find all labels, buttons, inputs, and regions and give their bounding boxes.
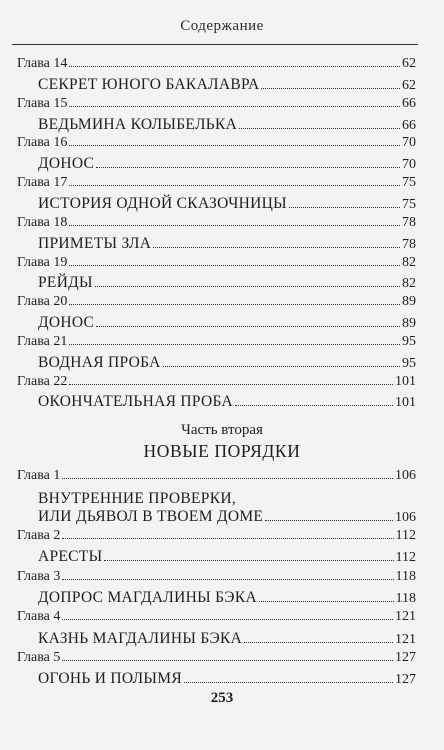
chapter-label: Глава 19 [17, 254, 68, 270]
page-ref: 95 [402, 333, 416, 349]
leader-dots [96, 167, 400, 168]
chapter-label: Глава 21 [17, 333, 68, 349]
chapter-label: Глава 18 [17, 214, 68, 230]
page-ref: 75 [402, 175, 416, 191]
page-ref: 121 [395, 609, 416, 625]
page-ref: 127 [395, 649, 416, 665]
page-ref: 78 [402, 214, 416, 230]
toc-chapter-row [17, 334, 416, 354]
leader-dots [62, 579, 393, 580]
part-title: НОВЫЕ ПОРЯДКИ [143, 441, 301, 461]
page-ref: 112 [395, 550, 416, 566]
chapter-title: РЕЙДЫ [38, 274, 93, 292]
leader-dots [261, 88, 400, 89]
page-ref: 70 [402, 157, 416, 173]
chapter-title-line-2: ИЛИ ДЬЯВОЛ В ТВОЕМ ДОМЕ [38, 508, 264, 525]
leader-dots [265, 520, 393, 521]
page-ref: 70 [402, 135, 416, 151]
toc-chapter-row [17, 294, 416, 314]
page-ref: 101 [395, 395, 416, 411]
toc-chapter-row [17, 175, 416, 195]
page-ref: 62 [402, 77, 416, 93]
chapter-label: Глава 1 [17, 468, 61, 483]
leader-dots [69, 106, 400, 107]
page-ref: 127 [395, 672, 416, 688]
toc-title-row [38, 354, 416, 374]
page-ref: 89 [402, 316, 416, 332]
leader-dots [62, 660, 393, 661]
leader-dots [153, 247, 400, 248]
chapter-title: ДОПРОС МАГДАЛИНЫ БЭКА [38, 588, 257, 606]
leader-dots [104, 560, 393, 561]
leader-dots [95, 286, 400, 287]
toc-chapter-row [17, 255, 416, 275]
chapter-title: КАЗНЬ МАГДАЛИНЫ БЭКА [38, 629, 243, 647]
chapter-title-line-1: ВНУТРЕННИЕ ПРОВЕРКИ, [38, 490, 237, 507]
chapter-label: Глава 15 [17, 95, 68, 111]
toc-title-row [38, 274, 416, 294]
chapter-label: Глава 3 [17, 568, 61, 584]
toc-title-row [38, 195, 416, 215]
leader-dots [244, 642, 393, 643]
chapter-title: ПРИМЕТЫ ЗЛА [38, 234, 152, 252]
leader-dots [69, 185, 400, 186]
toc-title-row [38, 116, 416, 136]
toc-chapter-row [17, 650, 416, 670]
leader-dots [69, 304, 400, 305]
page-ref: 82 [402, 276, 416, 292]
leader-dots [62, 538, 393, 539]
leader-dots [69, 66, 400, 67]
page-ref: 112 [395, 528, 416, 543]
chapter-label: Глава 17 [17, 175, 68, 191]
leader-dots [62, 619, 393, 620]
page-ref: 89 [402, 294, 416, 310]
chapter-title: СЕКРЕТ ЮНОГО БАКАЛАВРА [38, 75, 260, 93]
leader-dots [259, 601, 394, 602]
page-ref: 118 [395, 568, 416, 584]
leader-dots [69, 344, 400, 345]
page-number: 253 [210, 690, 234, 706]
chapter-title: ДОНОС [38, 155, 95, 173]
toc-title-row [38, 314, 416, 334]
page-ref: 106 [395, 510, 416, 525]
chapter-label: Глава 4 [17, 609, 61, 625]
chapter-title: ВОДНАЯ ПРОБА [38, 353, 161, 371]
page-ref: 121 [395, 631, 416, 647]
toc-title-row [38, 508, 416, 528]
toc-chapter-row [17, 215, 416, 235]
chapter-title: АРЕСТЫ [38, 548, 103, 566]
toc-chapter-row [17, 609, 416, 629]
chapter-label: Глава 5 [17, 649, 61, 665]
page-ref: 75 [402, 196, 416, 212]
chapter-title: ВЕДЬМИНА КОЛЫБЕЛЬКА [38, 115, 238, 133]
chapter-title: ОКОНЧАТЕЛЬНАЯ ПРОБА [38, 393, 233, 411]
page-ref: 66 [402, 117, 416, 133]
chapter-title: ОГОНЬ И ПОЛЫМЯ [38, 670, 182, 688]
toc-title-row [38, 670, 416, 690]
toc-chapter-row [17, 468, 416, 488]
running-header: Содержание [180, 18, 264, 34]
toc-title-row [38, 589, 416, 609]
toc-chapter-row [17, 569, 416, 589]
page-ref: 62 [402, 56, 416, 71]
page-ref: 82 [402, 254, 416, 270]
toc-title-row [38, 393, 416, 413]
toc-chapter-row [17, 374, 416, 394]
leader-dots [163, 366, 400, 367]
page-ref: 101 [395, 373, 416, 389]
toc-chapter-row [17, 96, 416, 116]
toc-title-row [38, 548, 416, 568]
page-ref: 78 [402, 236, 416, 252]
toc-title-row [38, 235, 416, 255]
toc-chapter-row [17, 528, 416, 548]
chapter-label: Глава 14 [17, 56, 68, 71]
toc-title-row [38, 76, 416, 96]
part-heading: Часть вторая [181, 422, 263, 438]
toc-chapter-row [17, 56, 416, 76]
leader-dots [239, 128, 400, 129]
chapter-title-multiline [38, 490, 236, 508]
chapter-title: ИСТОРИЯ ОДНОЙ СКАЗОЧНИЦЫ [38, 194, 287, 212]
leader-dots [184, 682, 393, 683]
toc-chapter-row [17, 135, 416, 155]
page-ref: 118 [395, 590, 416, 606]
leader-dots [69, 145, 400, 146]
page-ref: 95 [402, 355, 416, 371]
leader-dots [235, 405, 393, 406]
chapter-label: Глава 16 [17, 135, 68, 151]
chapter-label: Глава 2 [17, 528, 61, 543]
leader-dots [69, 265, 400, 266]
chapter-label: Глава 20 [17, 294, 68, 310]
page-ref: 106 [395, 468, 416, 483]
toc-title-row [38, 155, 416, 175]
toc-title-row [38, 630, 416, 650]
leader-dots [289, 207, 400, 208]
chapter-title: ДОНОС [38, 314, 95, 332]
leader-dots [69, 225, 400, 226]
chapter-label: Глава 22 [17, 373, 68, 389]
leader-dots [62, 478, 393, 479]
page-ref: 66 [402, 95, 416, 111]
leader-dots [69, 384, 393, 385]
leader-dots [96, 326, 400, 327]
